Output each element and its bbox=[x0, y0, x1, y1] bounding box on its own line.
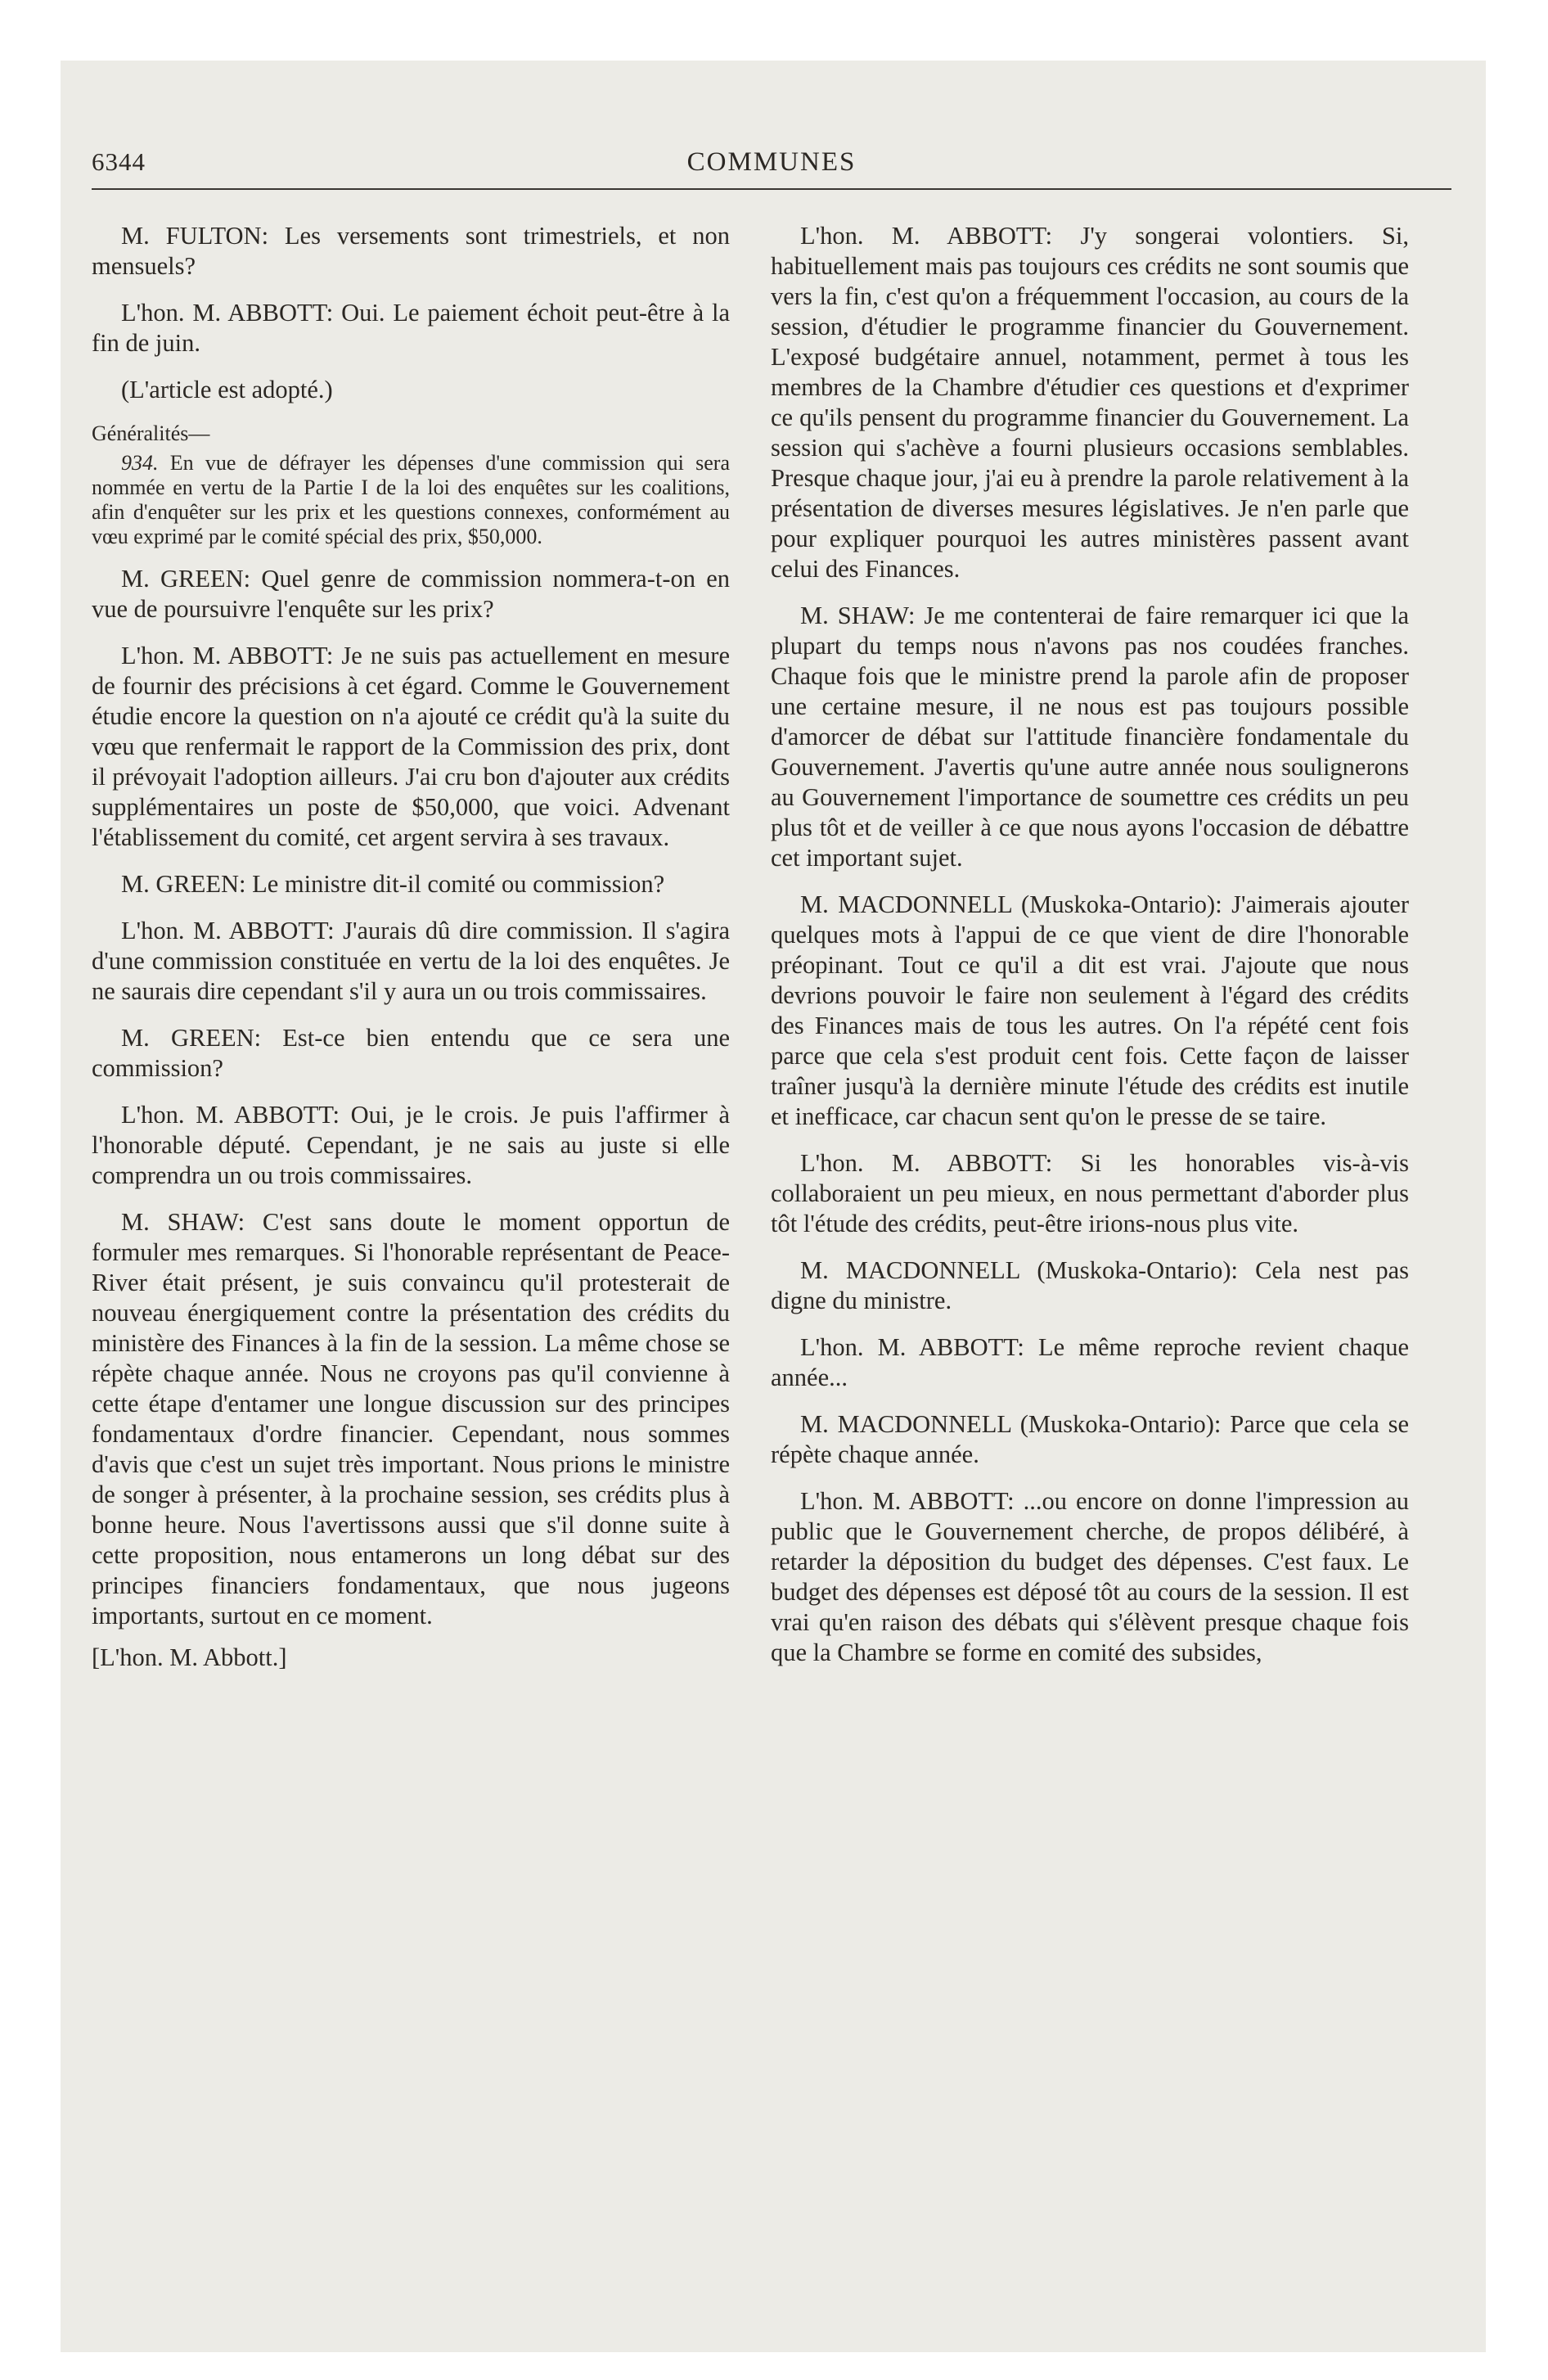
scanned-page bbox=[61, 61, 1486, 2352]
paragraph: M. MACDONNELL (Muskoka-Ontario): J'aimerais ajouter quelques mots à l'appui de ce que vient de dire l'honorable préopinant. Tout ce qu'il a dit est vrai. J'ajoute que nous devrions pouvoir le faire non seulement à l'égard des crédits des Finances mais de tous les autres. On l'a répété cent fois parce que cela s'est produit cent fois. Cette façon de laisser traîner jusqu'à la dernière minute l'étude des crédits est inutile et inefficace, car chacun sent qu'on le presse de se taire. bbox=[771, 890, 1409, 1130]
paragraph: (L'article est adopté.) bbox=[121, 376, 333, 403]
paragraph: L'hon. M. ABBOTT: Le même reproche revient chaque année... bbox=[771, 1333, 1409, 1391]
page-number: 6344 bbox=[92, 147, 146, 176]
section-heading: Généralités— bbox=[92, 421, 210, 445]
right-column bbox=[771, 221, 1409, 1684]
item-number: 934. bbox=[121, 451, 159, 475]
paragraph: L'hon. M. ABBOTT: Oui, je le crois. Je puis l'affirmer à l'honorable député. Cependant, je ne sais au juste si elle comprendra un ou trois commissaires. bbox=[92, 1101, 730, 1189]
paragraph: L'hon. M. ABBOTT: J'aurais dû dire commission. Il s'agira d'une commission constituée en vertu de la loi des enquêtes. Je ne saurais dire cependant s'il y aura un ou trois commissaires. bbox=[92, 917, 730, 1005]
page-header bbox=[92, 147, 1451, 185]
header-rule bbox=[92, 188, 1451, 190]
estimate-item bbox=[92, 451, 730, 549]
paragraph: M. FULTON: Les versements sont trimestriels, et non mensuels? bbox=[92, 222, 730, 280]
paragraph: M. MACDONNELL (Muskoka-Ontario): Parce que cela se répète chaque année. bbox=[771, 1410, 1409, 1468]
paragraph: L'hon. M. ABBOTT: Oui. Le paiement échoit peut-être à la fin de juin. bbox=[92, 299, 730, 357]
paragraph: M. SHAW: Je me contenterai de faire remarquer ici que la plupart du temps nous n'avons pas nos coudées franches. Chaque fois que le ministre prend la parole afin de proposer une certaine mesure, il ne nous est pas toujours possible d'amorcer de débat sur l'attitude financière fondamentale du Gouvernement. J'avertis qu'une autre année nous soulignerons au Gouvernement l'importance de soumettre ces crédits un peu plus tôt et de veiller à ce que nous ayons l'occasion de débattre cet important sujet. bbox=[771, 602, 1409, 872]
running-title: COMMUNES bbox=[686, 147, 857, 177]
paragraph: L'hon. M. ABBOTT: Je ne suis pas actuellement en mesure de fournir des précisions à cet égard. Comme le Gouvernement étudie encore la question on n'a ajouté ce crédit qu'à la suite du vœu que renfermait le rapport de la Commission des prix, dont il prévoyait l'adoption ailleurs. J'ai cru bon d'ajouter aux crédits supplémentaires un poste de $50,000, que voici. Advenant l'établissement du comité, cet argent servira à ses travaux. bbox=[92, 642, 730, 851]
paragraph: L'hon. M. ABBOTT: J'y songerai volontiers. Si, habituellement mais pas toujours ces crédits ne sont soumis que vers la fin, c'est qu'on a fréquemment l'occasion, au cours de la session, d'étudier le programme financier du Gouvernement. L'exposé budgétaire annuel, notamment, permet à tous les membres de la Chambre d'étudier ces questions et d'exprimer ce qu'ils pensent du programme financier du Gouvernement. La session qui s'achève a fourni plusieurs occasions semblables. Presque chaque jour, j'ai eu à prendre la parole relativement à la présentation de diverses mesures législatives. Je n'en parle que pour expliquer pourquoi les autres ministères passent avant celui des Finances. bbox=[771, 222, 1409, 583]
left-column bbox=[92, 221, 730, 1689]
paragraph: M. SHAW: C'est sans doute le moment opportun de formuler mes remarques. Si l'honorable représentant de Peace-River était présent, je suis convaincu qu'il protesterait de nouveau énergiquement contre la présentation des crédits du ministère des Finances à la fin de la session. La même chose se répète chaque année. Nous ne croyons pas qu'il convienne à cette étape d'entamer une longue discussion sur des principes fondamentaux d'ordre financier. Cependant, nous sommes d'avis que c'est un sujet très important. Nous prions le ministre de songer à présenter, à la prochaine session, ses crédits plus à bonne heure. Nous l'avertissons aussi que s'il donne suite à cette proposition, nous entamerons un long débat sur des principes financiers fondamentaux, que nous jugeons importants, surtout en ce moment. bbox=[92, 1208, 730, 1629]
paragraph: M. GREEN: Est-ce bien entendu que ce sera une commission? bbox=[92, 1024, 730, 1082]
paragraph: L'hon. M. ABBOTT: Si les honorables vis-à-vis collaboraient un peu mieux, en nous permettant d'aborder plus tôt l'étude des crédits, peut-être irions-nous plus vite. bbox=[771, 1149, 1409, 1237]
item-text: En vue de défrayer les dépenses d'une commission qui sera nommée en vertu de la Partie I de la loi des enquêtes sur les coalitions, afin d'enquêter sur les prix et les questions connexes, conformément au vœu exprimé par le comité spécial des prix, $50,000. bbox=[92, 451, 730, 548]
speaker-footer: [L'hon. M. Abbott.] bbox=[92, 1643, 287, 1671]
paragraph: M. GREEN: Quel genre de commission nommera-t-on en vue de poursuivre l'enquête sur les prix? bbox=[92, 565, 730, 623]
paragraph: L'hon. M. ABBOTT: ...ou encore on donne l'impression au public que le Gouvernement cherche, de propos délibéré, à retarder la déposition du budget des dépenses. C'est faux. Le budget des dépenses est déposé tôt au cours de la session. Il est vrai qu'en raison des débats qui s'élèvent presque chaque fois que la Chambre se forme en comité des subsides, bbox=[771, 1487, 1409, 1666]
paragraph: M. GREEN: Le ministre dit-il comité ou commission? bbox=[121, 870, 665, 898]
paragraph: M. MACDONNELL (Muskoka-Ontario): Cela nest pas digne du ministre. bbox=[771, 1256, 1409, 1314]
